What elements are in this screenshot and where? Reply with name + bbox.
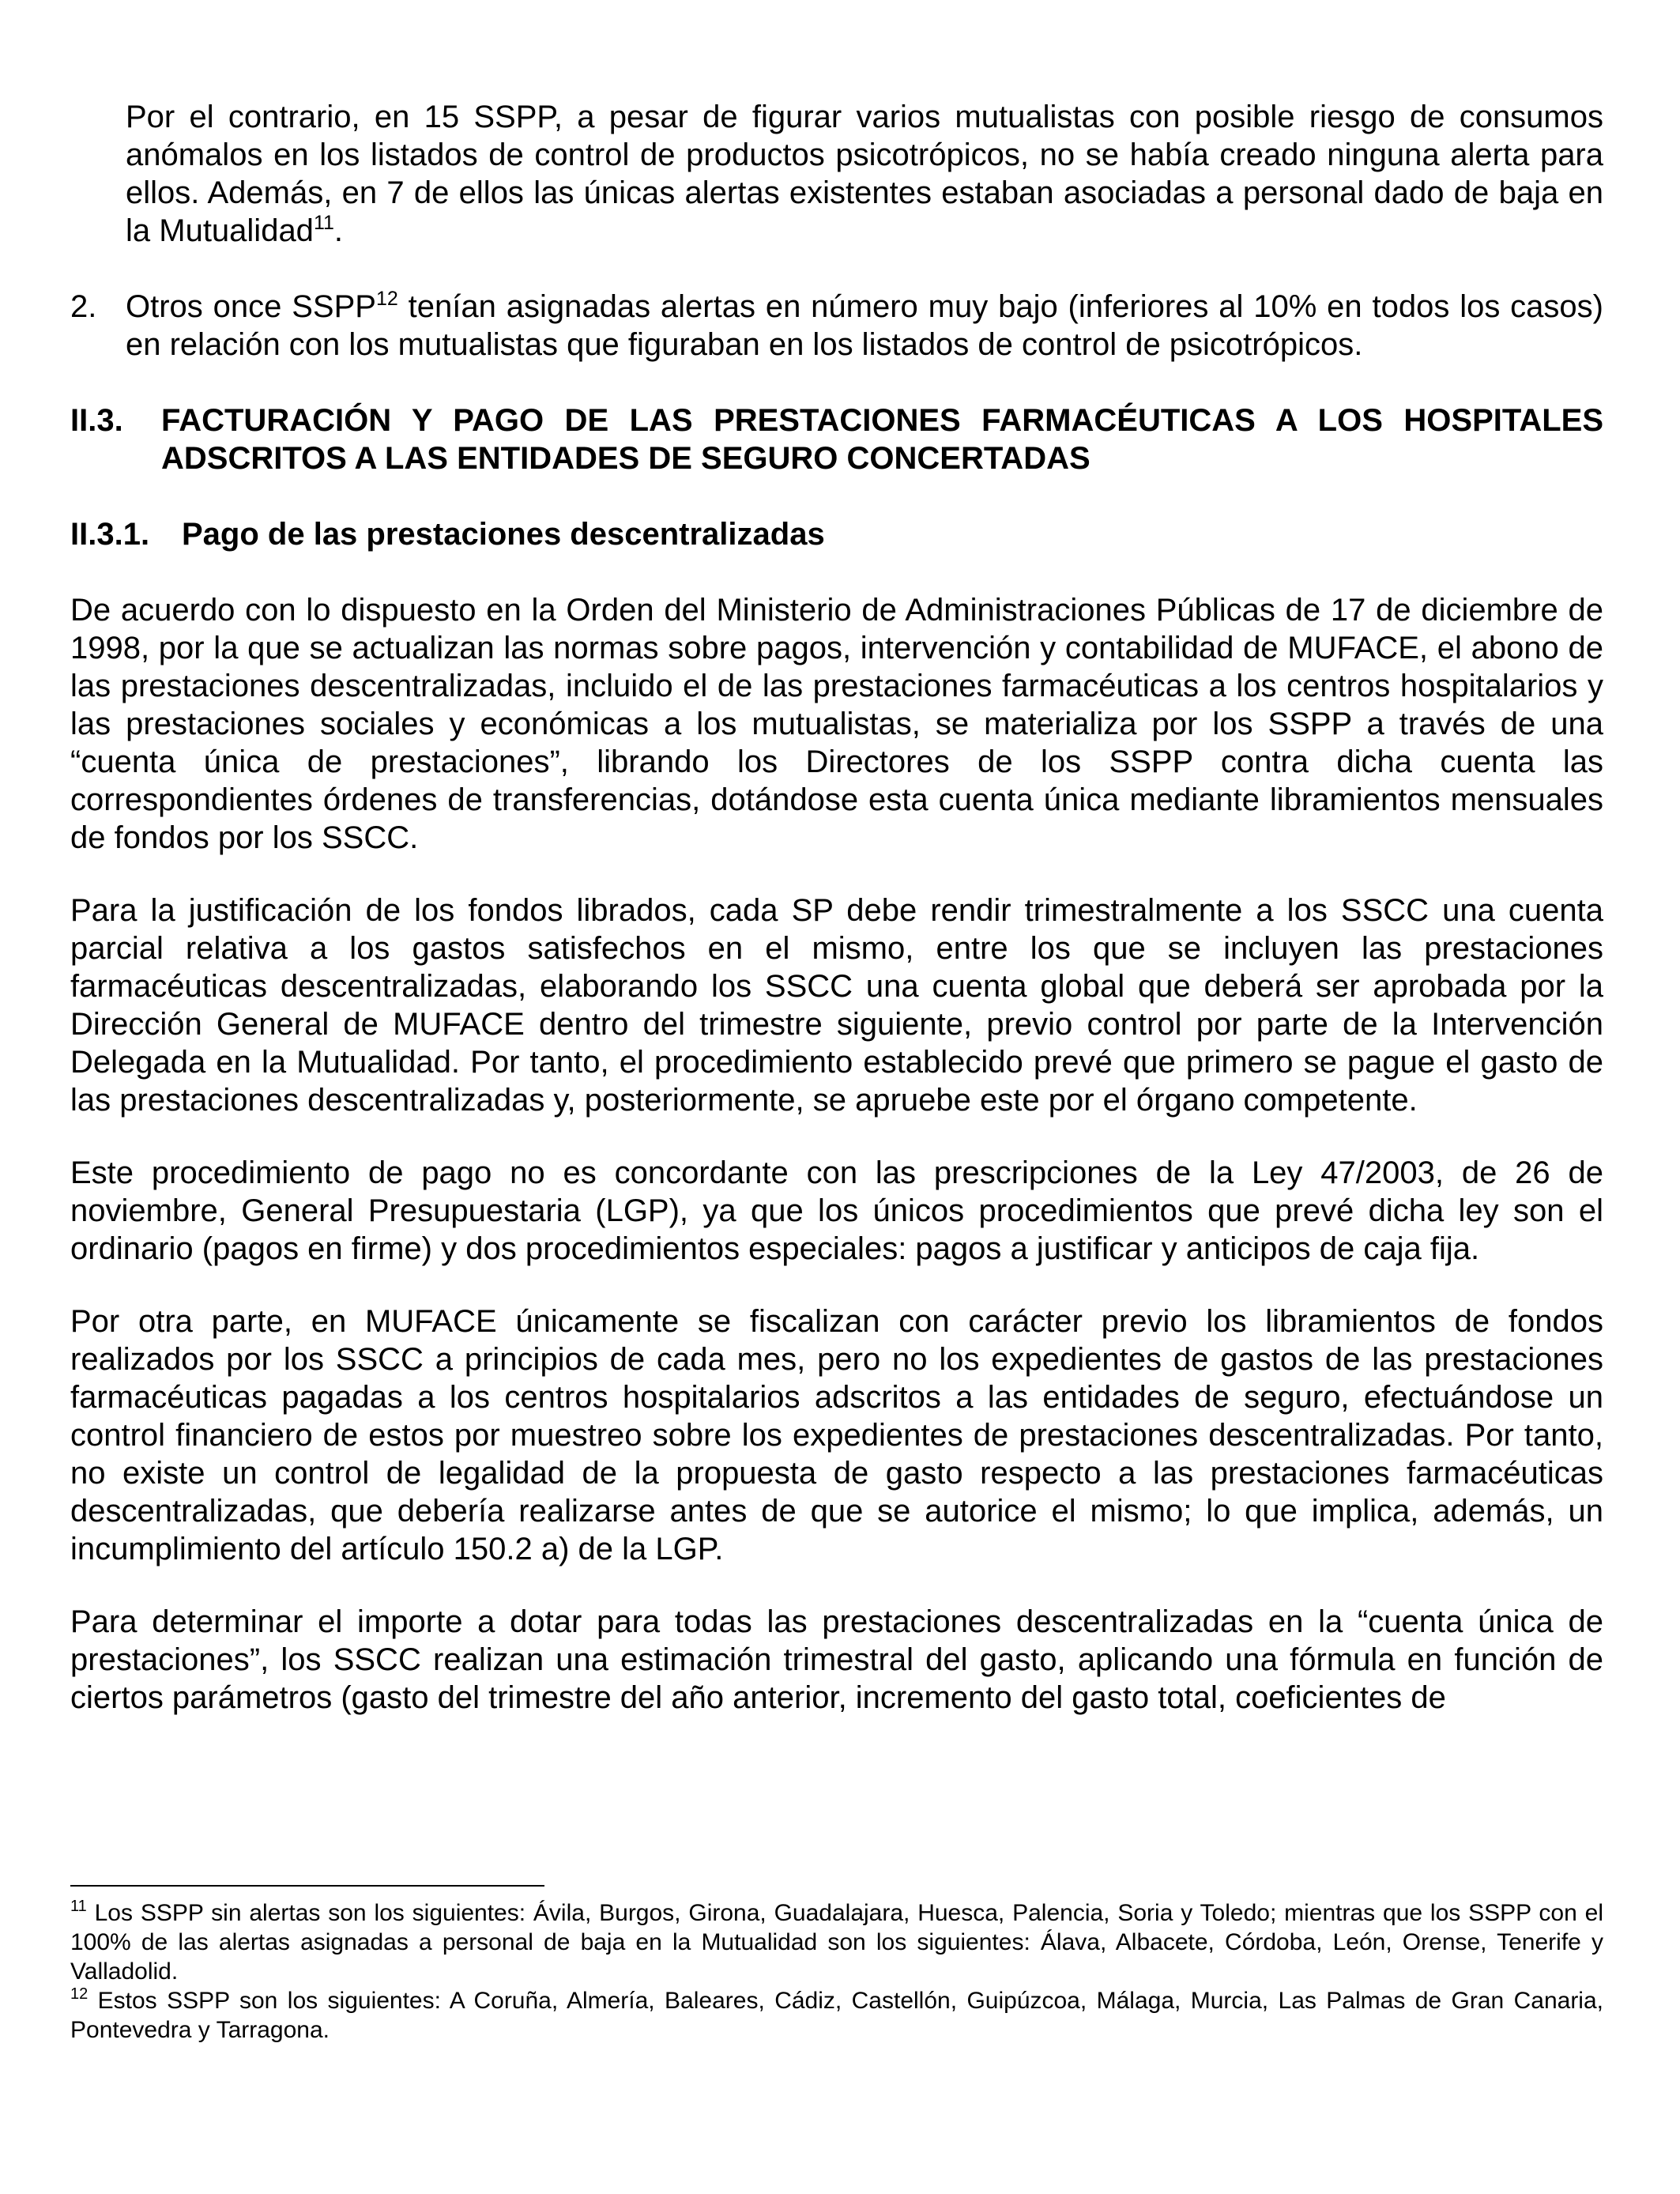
footnote-12 — [70, 1986, 1603, 2045]
item-number: 2. — [70, 289, 97, 324]
subsection-number: II.3.1. — [70, 517, 150, 552]
footnote-text: Estos SSPP son los siguientes: A Coruña, Almería, Baleares, Cádiz, Castellón, Guipúzcoa, Málaga, Murcia, Las Palmas de Gran Canaria, Pontevedra y Tarragona. — [70, 1988, 1603, 2043]
footnote-separator — [70, 1885, 544, 1887]
section-title: FACTURACIÓN Y PAGO DE LAS PRESTACIONES FARMACÉUTICAS A LOS HOSPITALES ADSCRITOS A LAS ENTIDADES DE SEGURO CONCERTADAS — [161, 403, 1603, 476]
footnote-text: Los SSPP sin alertas son los siguientes: Ávila, Burgos, Girona, Guadalajara, Huesca, Palencia, Soria y Toledo; mientras que los SSPP con el 100% de las alertas asignadas a personal de baja en la Mutualidad son los siguientes: Álava, Albacete, Córdoba, León, Orense, Tenerife y Valladolid. — [70, 1900, 1603, 1985]
document-body — [70, 98, 1603, 1717]
footnote-11 — [70, 1898, 1603, 1986]
item-text-a: Otros once SSPP — [126, 289, 376, 324]
paragraph: De acuerdo con lo dispuesto en la Orden del Ministerio de Administraciones Públicas de 17 de diciembre de 1998, por la que se actualizan las normas sobre pagos, intervención y contabilidad de MUFACE, el abono de las prestaciones descentralizadas, incluido el de las prestaciones farmacéuticas a los centros hospitalarios y las prestaciones sociales y económicas a los mutualistas, se materializa por los SSPP a través de una “cuenta única de prestaciones”, librando los Directores de los SSPP contra dicha cuenta las correspondientes órdenes de transferencias, dotándose esta cuenta única mediante libramientos mensuales de fondos por los SSCC. — [70, 593, 1603, 855]
footnote-ref-11[interactable]: 11 — [313, 212, 334, 234]
numbered-item-2 — [70, 288, 1603, 364]
item-text-b: tenían asignadas alertas en número muy bajo (inferiores al 10% en todos los casos) en relación con los mutualistas que figuraban en los listados de control de psicotrópicos. — [126, 289, 1603, 362]
subsection-heading — [70, 515, 1603, 553]
subsection-title: Pago de las prestaciones descentralizadas — [182, 517, 825, 552]
section-heading — [70, 401, 1603, 477]
paragraph-continuation — [126, 98, 1603, 250]
section-number: II.3. — [70, 403, 123, 438]
paragraph: Por otra parte, en MUFACE únicamente se fiscalizan con carácter previo los libramientos de fondos realizados por los SSCC a principios de cada mes, pero no los expedientes de gastos de las prestaciones farmacéuticas pagadas a los centros hospitalarios adscritos a las entidades de seguro, efectuándose un control financiero de estos por muestreo sobre los expedientes de prestaciones descentralizadas. Por tanto, no existe un control de legalidad de la propuesta de gasto respecto a las prestaciones farmacéuticas descentralizadas, que debería realizarse antes de que se autorice el mismo; lo que implica, además, un incumplimiento del artículo 150.2 a) de la LGP. — [70, 1304, 1603, 1566]
paragraph: Este procedimiento de pago no es concordante con las prescripciones de la Ley 47/2003, de 26 de noviembre, General Presupuestaria (LGP), ya que los únicos procedimientos que prevé dicha ley son el ordinario (pagos en firme) y dos procedimientos especiales: pagos a justificar y anticipos de caja fija. — [70, 1155, 1603, 1266]
paragraph: Para la justificación de los fondos librados, cada SP debe rendir trimestralmente a los SSCC una cuenta parcial relativa a los gastos satisfechos en el mismo, entre los que se incluyen las prestaciones farmacéuticas descentralizadas, elaborando los SSCC una cuenta global que deberá ser aprobada por la Dirección General de MUFACE dentro del trimestre siguiente, previo control por parte de la Intervención Delegada en la Mutualidad. Por tanto, el procedimiento establecido prevé que primero se pague el gasto de las prestaciones descentralizadas y, posteriormente, se apruebe este por el órgano competente. — [70, 893, 1603, 1118]
paragraph-text: Por el contrario, en 15 SSPP, a pesar de figurar varios mutualistas con posible riesgo de consumos anómalos en los listados de control de productos psicotrópicos, no se había creado ninguna alerta para ellos. Además, en 7 de ellos las únicas alertas existentes estaban asociadas a personal dado de baja en la Mutualidad — [126, 100, 1603, 248]
footnote-mark: 11 — [70, 1898, 87, 1915]
paragraph-tail: . — [333, 213, 344, 248]
footnotes — [70, 1898, 1603, 2045]
footnote-ref-12[interactable]: 12 — [375, 288, 398, 310]
paragraph: Para determinar el importe a dotar para todas las prestaciones descentralizadas en la “cuenta única de prestaciones”, los SSCC realizan una estimación trimestral del gasto, aplicando una fórmula en función de ciertos parámetros (gasto del trimestre del año anterior, incremento del gasto total, coeficientes de — [70, 1604, 1603, 1715]
item-text — [126, 288, 1603, 364]
footnote-mark: 12 — [70, 1985, 89, 2003]
